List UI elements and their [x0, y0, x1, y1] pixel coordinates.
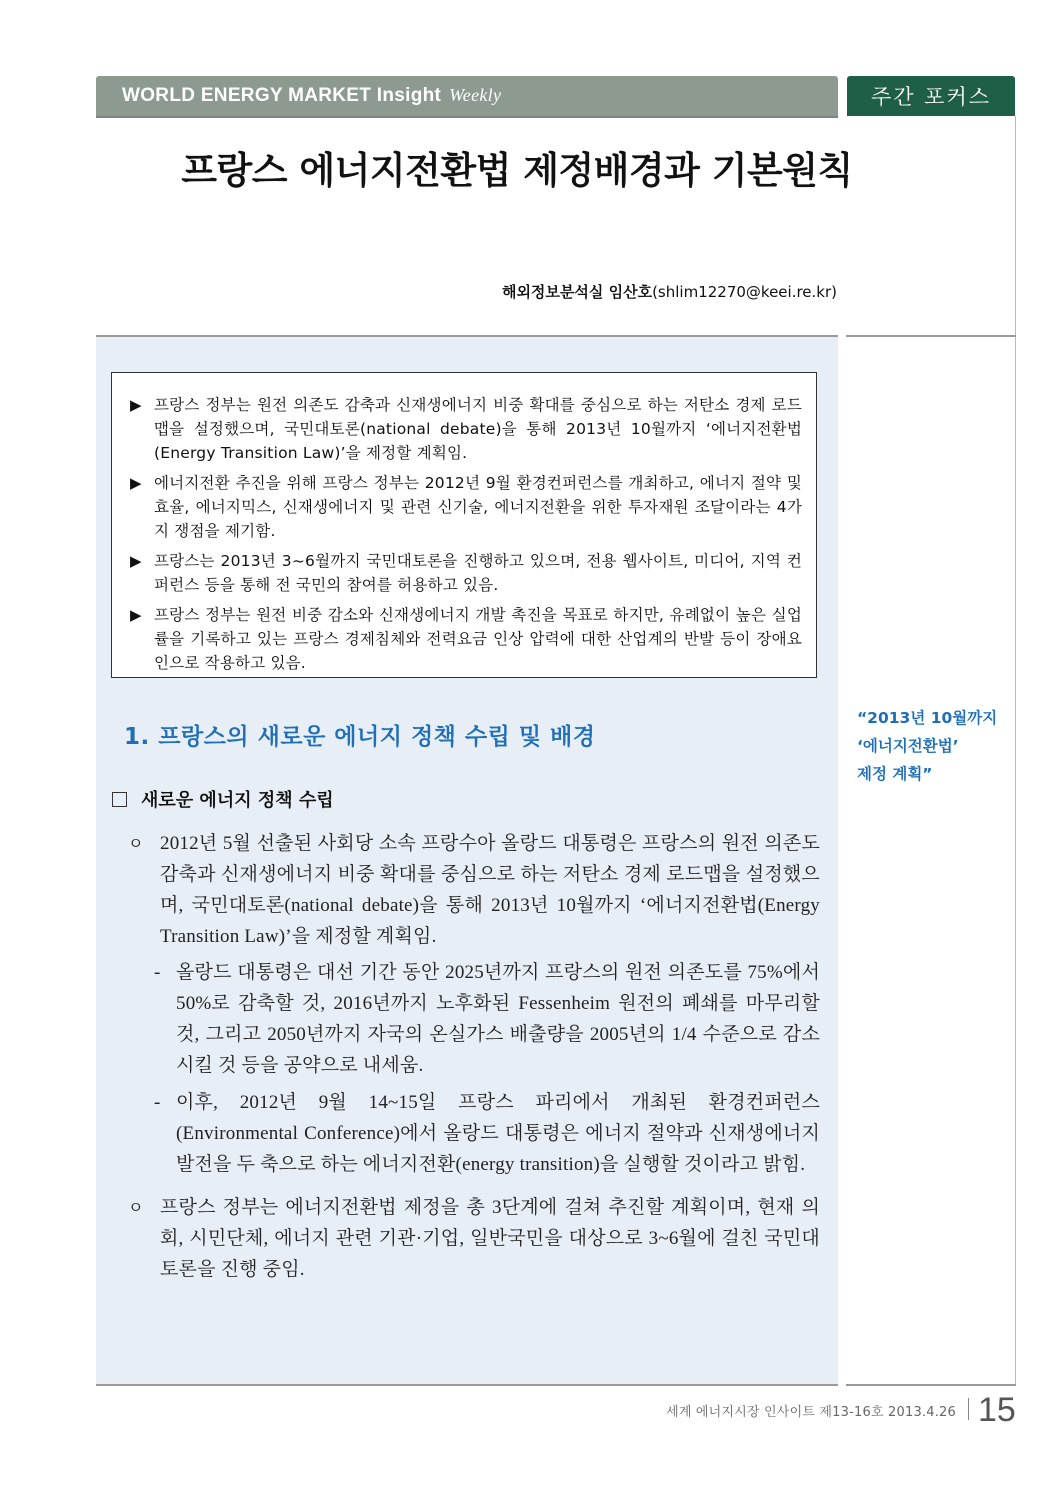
dash-bullet: -	[154, 962, 161, 983]
article-title: 프랑스 에너지전환법 제정배경과 기본원칙	[181, 149, 853, 192]
publication-title-text: WORLD ENERGY MARKET Insight	[122, 85, 442, 106]
body-paragraph: 프랑스 정부는 에너지전환법 제정을 총 3단계에 걸쳐 추진할 계획이며, 현재 의회, 시민단체, 에너지 관련 기관·기업, 일반국민을 대상으로 3~6월에 걸친 국민대토론을 진행 중임.	[160, 1197, 820, 1280]
checkbox-icon	[112, 792, 127, 807]
body-bullet	[128, 828, 820, 952]
footer-publication: 세계 에너지시장 인사이트 제13-16호 2013.4.26	[666, 1405, 956, 1420]
side-divider	[1015, 116, 1016, 1386]
side-bottom-rule	[846, 1384, 1016, 1386]
author-name: 해외정보분석실 임산호	[501, 283, 653, 301]
author-email: (shlim12270@keei.re.kr)	[652, 283, 837, 301]
body-content	[128, 828, 820, 1285]
body-sub-bullet	[154, 1087, 820, 1180]
header-rule	[96, 116, 838, 118]
author-line	[502, 281, 837, 302]
body-paragraph: 올랑드 대통령은 대선 기간 동안 2025년까지 프랑스의 원전 의존도를 75%에서 50%로 감축할 것, 2016년까지 노후화된 Fessenheim 원전의 폐쇄를 마무리할 것, 그리고 2050년까지 자국의 온실가스 배출량을 2005년의 1/4 수준으로 감소시킬 것 등을 공약으로 내세움.	[176, 962, 820, 1076]
section-heading: 1. 프랑스의 새로운 에너지 정책 수립 및 배경	[124, 724, 596, 750]
circle-bullet-icon: ㅇ	[128, 1198, 144, 1217]
triangle-bullet-icon: ▶	[130, 606, 142, 624]
triangle-bullet-icon: ▶	[130, 474, 142, 492]
section-tag: 주간 포커스	[847, 76, 1015, 116]
summary-box	[111, 372, 817, 678]
content-bottom-rule	[96, 1384, 838, 1386]
summary-item	[130, 471, 802, 543]
summary-text: 프랑스는 2013년 3~6월까지 국민대토론을 진행하고 있으며, 전용 웹사이트, 미디어, 지역 컨퍼런스 등을 통해 전 국민의 참여를 허용하고 있음.	[154, 552, 802, 594]
side-top-rule	[846, 335, 1016, 337]
header-bar	[96, 76, 838, 116]
side-pull-quote	[857, 704, 1012, 788]
summary-item	[130, 603, 802, 675]
footer-separator	[968, 1398, 969, 1420]
pull-quote-line: “2013년 10월까지	[857, 709, 998, 727]
summary-text: 프랑스 정부는 원전 비중 감소와 신재생에너지 개발 촉진을 목표로 하지만, 유례없이 높은 실업률을 기록하고 있는 프랑스 경제침체와 전력요금 인상 압력에 대한 산업계의 반발 등이 장애요인으로 작용하고 있음.	[154, 606, 802, 672]
summary-item	[130, 549, 802, 597]
triangle-bullet-icon: ▶	[130, 552, 142, 570]
publication-title	[122, 85, 501, 107]
summary-text: 프랑스 정부는 원전 의존도 감축과 신재생에너지 비중 확대를 중심으로 하는 저탄소 경제 로드맵을 설정했으며, 국민대토론(national debate)을 통해 2013년 10월까지 ‘에너지전환법(Energy Transition Law)’을 제정할 계획임.	[154, 396, 802, 462]
summary-text: 에너지전환 추진을 위해 프랑스 정부는 2012년 9월 환경컨퍼런스를 개최하고, 에너지 절약 및 효율, 에너지믹스, 신재생에너지 및 관련 신기술, 에너지전환을 위한 투자재원 조달이라는 4가지 쟁점을 제기함.	[154, 474, 802, 540]
page-number: 15	[978, 1391, 1016, 1429]
subheading	[112, 786, 334, 812]
dash-bullet: -	[154, 1092, 161, 1113]
subheading-text: 새로운 에너지 정책 수립	[141, 790, 334, 811]
circle-bullet-icon: ㅇ	[128, 834, 144, 853]
publication-weekly: Weekly	[449, 85, 502, 105]
body-paragraph: 이후, 2012년 9월 14~15일 프랑스 파리에서 개최된 환경컨퍼런스(Environmental Conference)에서 올랑드 대통령은 에너지 절약과 신재생에너지 발전을 두 축으로 하는 에너지전환(energy transition)을 실행할 것이라고 밝힘.	[176, 1092, 820, 1175]
pull-quote-line: ‘에너지전환법’	[857, 737, 959, 755]
body-bullet	[128, 1192, 820, 1285]
pull-quote-line: 제정 계획”	[857, 765, 933, 783]
body-paragraph: 2012년 5월 선출된 사회당 소속 프랑수아 올랑드 대통령은 프랑스의 원전 의존도 감축과 신재생에너지 비중 확대를 중심으로 하는 저탄소 경제 로드맵을 설정했으며, 국민대토론(national debate)을 통해 2013년 10월까지 ‘에너지전환법(Energy Transition Law)’을 제정할 계획임.	[160, 833, 820, 947]
summary-item	[130, 393, 802, 465]
triangle-bullet-icon: ▶	[130, 396, 142, 414]
body-sub-bullet	[154, 957, 820, 1081]
